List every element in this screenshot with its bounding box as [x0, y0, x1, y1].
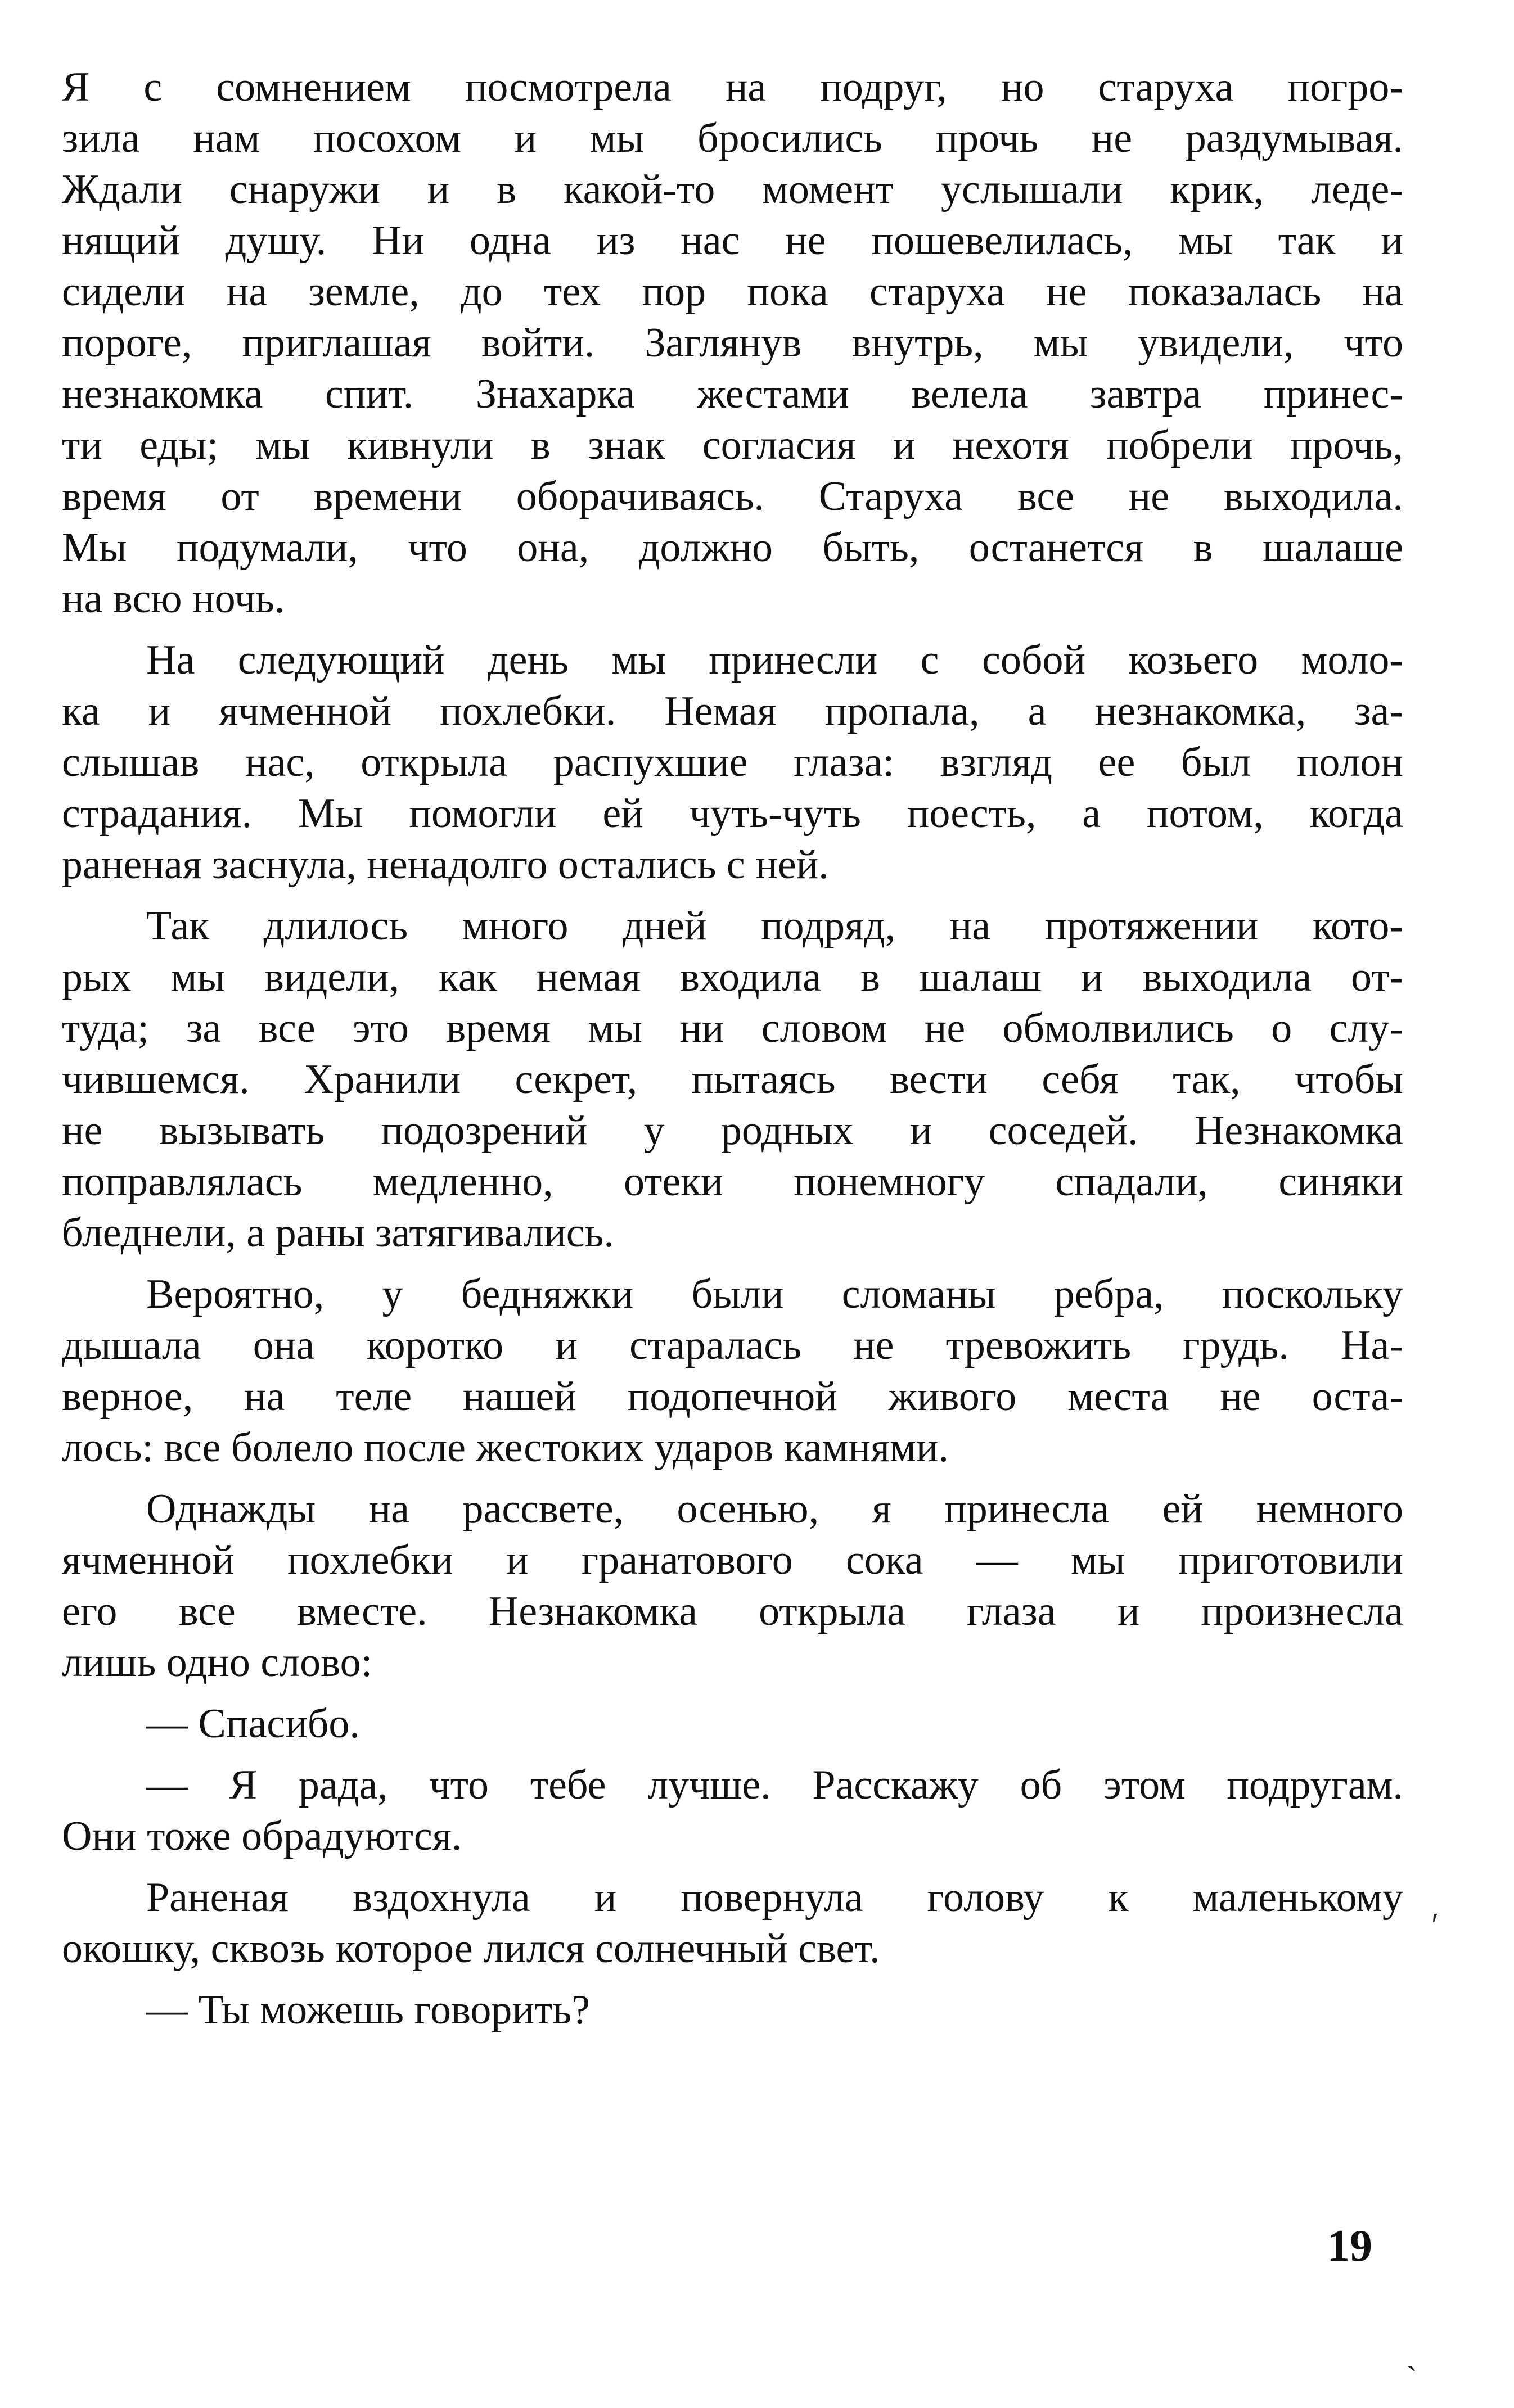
text-line: Однажды на рассвете, осенью, я принесла ей немного — [146, 1486, 1403, 1532]
text-line: чившемся. Хранили секрет, пытаясь вести себя так, чтобы — [62, 1056, 1403, 1103]
page-number: 19 — [1327, 2221, 1372, 2271]
text-line: поправлялась медленно, отеки понемногу спадали, синяки — [62, 1159, 1403, 1205]
text-line: лишь одно слово: — [62, 1639, 373, 1686]
text-line: незнакомка спит. Знахарка жестами велела завтра принес- — [62, 371, 1403, 417]
text-line: Так длилось много дней подряд, на протяжении кото- — [146, 903, 1403, 949]
text-line: ячменной похлебки и гранатового сока — мы приготовили — [62, 1537, 1403, 1583]
text-line: дышала она коротко и старалась не тревожить грудь. На- — [62, 1322, 1403, 1368]
text-line: сидели на земле, до тех пор пока старуха не показалась на — [62, 269, 1403, 315]
text-line: окошку, сквозь которое лился солнечный свет. — [62, 1926, 880, 1972]
text-line: туда; за все это время мы ни словом не обмолвились о слу- — [62, 1005, 1403, 1051]
stray-mark-icon: ˎ — [1406, 2334, 1417, 2371]
text-line: ка и ячменной похлебки. Немая пропала, а незнакомка, за- — [62, 688, 1403, 734]
page-body — [62, 62, 1403, 2046]
text-line: страдания. Мы помогли ей чуть-чуть поесть, а потом, когда — [62, 790, 1403, 837]
text-line: — Ты можешь говорить? — [146, 1987, 590, 2033]
text-line: не вызывать подозрений у родных и соседей. Незнакомка — [62, 1108, 1403, 1154]
paragraph-4 — [62, 1269, 1403, 1474]
text-line: слышав нас, открыла распухшие глаза: взгляд ее был полон — [62, 739, 1403, 785]
text-line: На следующий день мы принесли с собой козьего моло- — [146, 637, 1403, 683]
text-line: верное, на теле нашей подопечной живого места не оста- — [62, 1374, 1403, 1420]
text-line: Ждали снаружи и в какой-то момент услышали крик, леде- — [62, 166, 1403, 213]
text-line: Вероятно, у бедняжки были сломаны ребра, поскольку — [146, 1271, 1403, 1317]
paragraph-6 — [62, 1872, 1403, 1975]
text-line: Я с сомнением посмотрела на подруг, но старуха погро- — [62, 64, 1403, 110]
paragraph-1 — [62, 62, 1403, 625]
text-line: на всю ночь. — [62, 576, 285, 622]
text-line: зила нам посохом и мы бросились прочь не раздумывая. — [62, 115, 1403, 161]
text-line: Они тоже обрадуются. — [62, 1813, 462, 1859]
dialogue-line-2 — [62, 1760, 1403, 1862]
dialogue-line-1 — [62, 1698, 1403, 1750]
text-line: пороге, приглашая войти. Заглянув внутрь, мы увидели, что — [62, 320, 1403, 366]
stray-mark-icon: ʹ — [1431, 1906, 1439, 1944]
text-line: — Спасибо. — [146, 1701, 360, 1747]
text-line: лось: все болело после жестоких ударов камнями. — [62, 1425, 949, 1471]
dialogue-line-3 — [62, 1985, 1403, 2036]
paragraph-5 — [62, 1484, 1403, 1688]
text-line: рых мы видели, как немая входила в шалаш и выходила от- — [62, 954, 1403, 1000]
text-line: раненая заснула, ненадолго остались с ней. — [62, 842, 829, 888]
text-line: ти еды; мы кивнули в знак согласия и нехотя побрели прочь, — [62, 422, 1403, 468]
text-line: нящий душу. Ни одна из нас не пошевелилась, мы так и — [62, 218, 1403, 264]
text-line: Раненая вздохнула и повернула голову к маленькому — [146, 1874, 1403, 1921]
text-line: — Я рада, что тебе лучше. Расскажу об этом подругам. — [146, 1762, 1403, 1808]
text-line: время от времени оборачиваясь. Старуха все не выходила. — [62, 473, 1403, 519]
text-line: бледнели, а раны затягивались. — [62, 1210, 614, 1256]
text-line: его все вместе. Незнакомка открыла глаза и произнесла — [62, 1588, 1403, 1634]
text-line: Мы подумали, что она, должно быть, останется в шалаше — [62, 525, 1403, 571]
paragraph-2 — [62, 635, 1403, 891]
paragraph-3 — [62, 901, 1403, 1259]
